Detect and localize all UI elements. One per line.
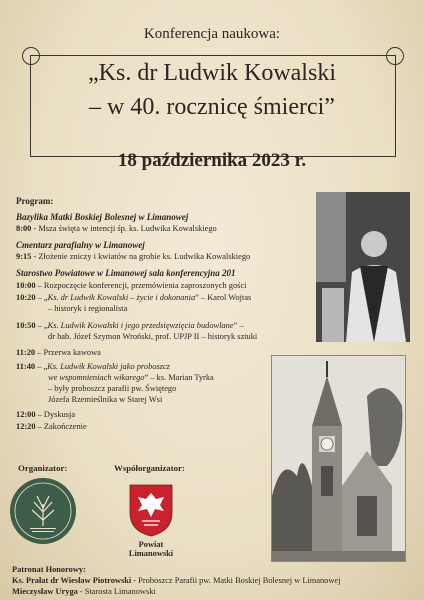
patron-line: [12, 586, 156, 597]
lecture-title: Ks. Ludwik Kowalski jako proboszcz: [47, 362, 170, 371]
title-line-2: – w 40. rocznicę śmierci”: [89, 94, 335, 120]
title-line-1: „Ks. dr Ludwik Kowalski: [88, 60, 336, 86]
item-time: 10:00: [16, 281, 36, 290]
item-continuation: Józefa Rzemieślnika w Starej Wsi: [48, 395, 163, 404]
item-text: – „: [37, 362, 48, 371]
item-text: – „: [37, 293, 48, 302]
patron-line: [12, 575, 340, 586]
item-text: – Rozpoczęcie konferencji, przemówienia zaproszonych gości: [37, 281, 247, 290]
section-place: Bazylika Matki Boskiej Bolesnej w Limanowej: [16, 212, 189, 222]
organizer-label: Organizator:: [18, 463, 68, 473]
patron-name: Mieczysław Uryga: [12, 587, 78, 596]
item-text: ” –: [233, 321, 244, 330]
item-continuation: – były proboszcz parafii pw. Świętego: [48, 384, 177, 393]
coorganizer-label: Współorganizator:: [114, 463, 185, 473]
coat-of-arms: [128, 483, 174, 537]
lecture-title: Ks. Ludwik Kowalski i jego przedsięwzięcia budowlane: [47, 321, 234, 330]
item-time: 11:20: [16, 348, 36, 357]
item-text: - Złożenie zniczy i kwiatów na grobie ks. Ludwika Kowalskiego: [33, 252, 251, 261]
program-item: [16, 320, 244, 331]
lecture-title: Ks. dr Ludwik Kowalski – życie i dokonania: [47, 293, 196, 302]
program-heading: Program:: [16, 196, 54, 206]
item-text: - Msza święta w intencji śp. ks. Ludwika Kowalskiego: [33, 224, 217, 233]
program-item: [16, 292, 251, 303]
section-place: Cmentarz parafialny w Limanowej: [16, 240, 145, 250]
lecture-title: we wspomnieniach wikarego: [48, 373, 145, 382]
item-text: – „: [37, 321, 48, 330]
item-continuation: [48, 372, 214, 383]
item-text: ” – ks. Marian Tyrka: [144, 373, 214, 382]
priest-photo: [316, 192, 410, 342]
church-photo: [271, 355, 406, 562]
item-text: – Zakończenie: [37, 422, 87, 431]
eagle-crest-icon: [128, 483, 174, 537]
patrons-heading: Patronat Honorowy:: [12, 565, 86, 574]
item-time: 10:20: [16, 293, 36, 302]
section-place: Starostwo Powiatowe w Limanowej sala konferencyjna 201: [16, 268, 236, 278]
item-text: – Dyskusja: [37, 410, 76, 419]
coorganizer-name-line2: Limanowski: [128, 549, 174, 558]
patron-role: - Proboszcz Parafii pw. Matki Boskiej Bolesnej w Limanowej: [131, 576, 341, 585]
patron-role: - Starosta Limanowski: [77, 587, 156, 596]
item-continuation: – historyk i regionalista: [48, 304, 128, 313]
item-time: 11:40: [16, 362, 36, 371]
item-time: 10:50: [16, 321, 36, 330]
program-item: [16, 223, 217, 234]
item-continuation: dr hab. Józef Szymon Wroński, prof. UPJP II – historyk sztuki: [48, 332, 258, 341]
coorganizer-name-line1: Powiat: [138, 540, 164, 549]
program-item: [16, 280, 246, 291]
event-date: 18 października 2023 r.: [117, 150, 307, 171]
program-item: [16, 347, 101, 358]
program-item: [16, 409, 75, 420]
program-item: [16, 361, 170, 372]
item-text: ” – Karol Wojtas: [195, 293, 252, 302]
event-type: Konferencja naukowa:: [143, 26, 281, 42]
item-time: 12:20: [16, 422, 36, 431]
organizer-logo: [10, 478, 76, 544]
program-item: [16, 421, 87, 432]
item-time: 12:00: [16, 410, 36, 419]
priest-illustration: [316, 192, 410, 342]
tree-icon: [10, 478, 76, 544]
program-item: [16, 251, 250, 262]
item-time: 9:15: [16, 252, 32, 261]
church-illustration: [272, 356, 405, 561]
item-text: – Przerwa kawowa: [37, 348, 101, 357]
item-time: 8:00: [16, 224, 32, 233]
patron-name: Ks. Prałat dr Wiesław Piotrowski: [12, 576, 132, 585]
